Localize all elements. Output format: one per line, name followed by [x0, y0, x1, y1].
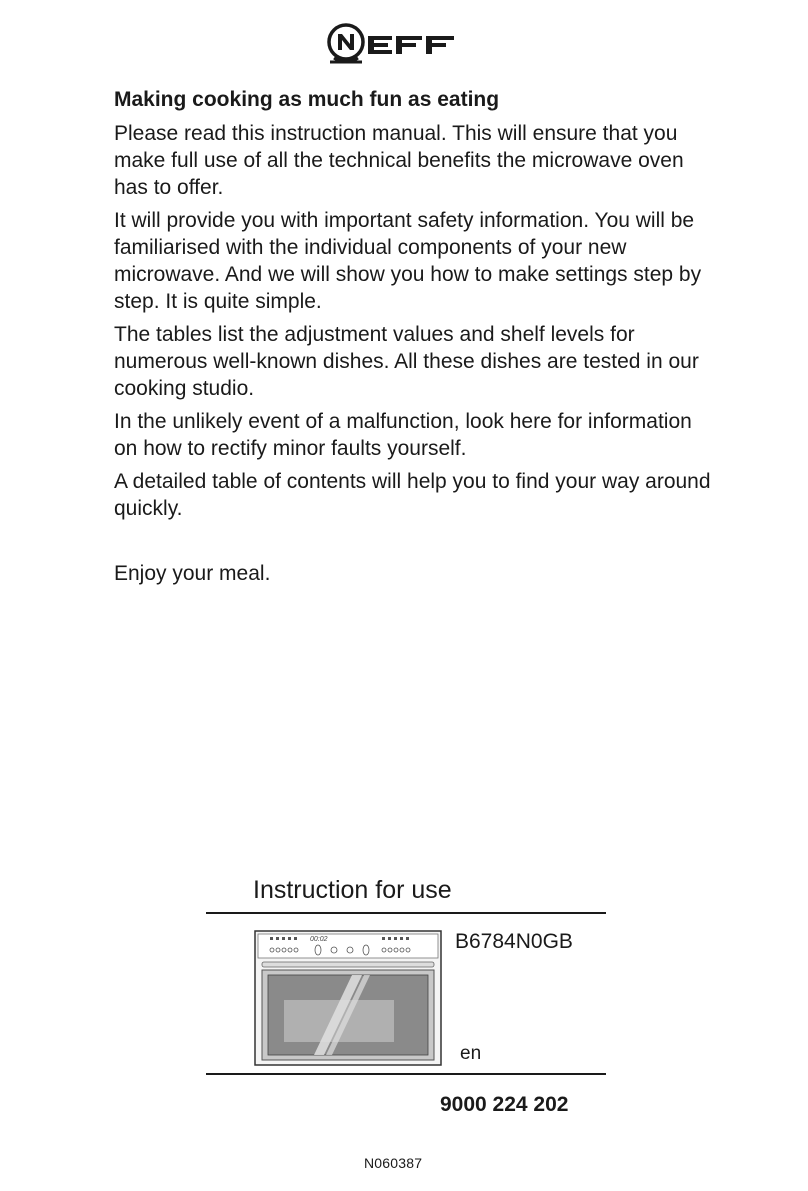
oven-illustration-icon [254, 930, 442, 1066]
intro-paragraph-3: The tables list the adjustment values and shelf levels for numerous well-known dishes. All these dishes are tested in our cooking studio. [114, 323, 699, 400]
cover-rule-top [206, 912, 606, 914]
cover-rule-bottom [206, 1073, 606, 1075]
cover-title: Instruction for use [253, 876, 452, 904]
intro-paragraph-2: It will provide you with important safety information. You will be familiarised with the individual components of your new microwave. And we will show you how to make settings step by step. It is quite simple. [114, 209, 702, 313]
intro-section [114, 86, 714, 593]
document-id: N060387 [364, 1155, 423, 1171]
part-number: 9000 224 202 [440, 1093, 569, 1116]
language-code: en [460, 1043, 482, 1064]
model-number: B6784N0GB [455, 930, 573, 953]
intro-heading: Making cooking as much fun as eating [114, 88, 500, 111]
brand-logo-text: NEFF [324, 22, 327, 23]
intro-paragraph-1: Please read this instruction manual. This will ensure that you make full use of all the technical benefits the microwave oven has to offer. [114, 122, 684, 199]
intro-closing: Enjoy your meal. [114, 562, 271, 585]
intro-paragraph-5: A detailed table of contents will help you to find your way around quickly. [114, 470, 711, 520]
neff-logo-icon [324, 22, 460, 66]
intro-paragraph-4: In the unlikely event of a malfunction, look here for information on how to rectify minor faults yourself. [114, 410, 692, 460]
oven-display-readout: 00:02 [310, 936, 328, 943]
